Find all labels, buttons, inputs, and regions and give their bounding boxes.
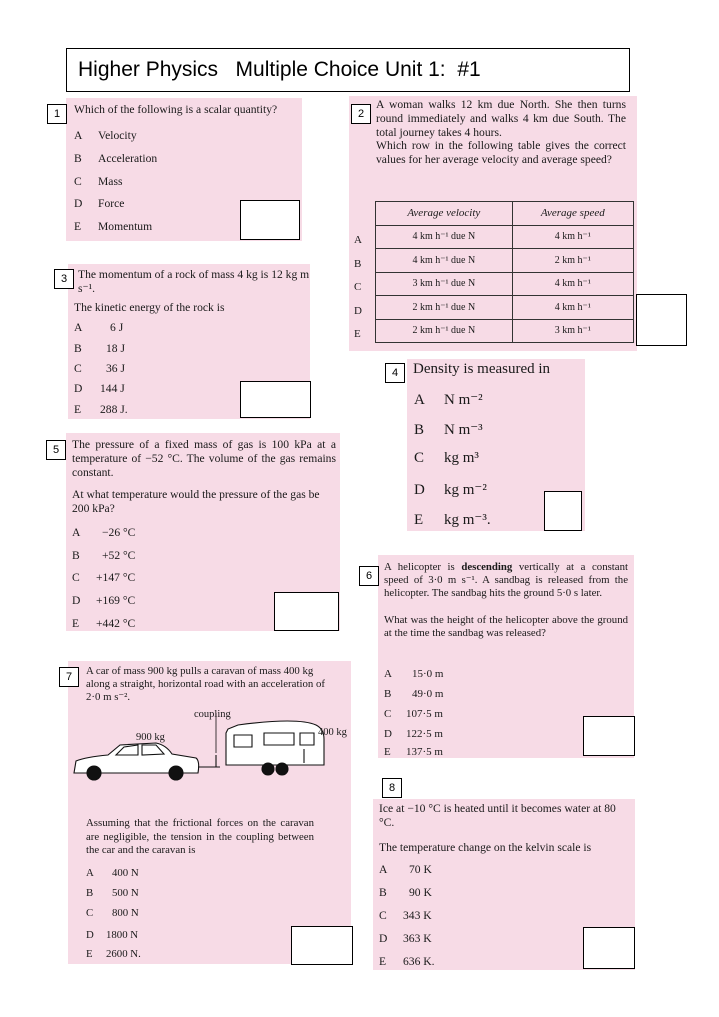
table-header-velocity: Average velocity [376,202,513,226]
question-7-option-a: A 400 N [86,867,139,879]
question-6-option-d: D 122·5 m [384,728,443,740]
question-8-text-1: Ice at −10 °C is heated until it becomes water at 80 °C. [379,802,616,829]
question-6-text-2: What was the height of the helicopter above the ground at the time the sandbag was released? [384,614,628,639]
question-3-text-2: The kinetic energy of the rock is [74,301,225,314]
question-6-option-c: C 107·5 m [384,708,443,720]
worksheet-title: Higher Physics Multiple Choice Unit 1: #1 [78,58,481,81]
question-8-option-e: E 636 K. [379,955,435,968]
question-7-text-2: Assuming that the frictional forces on the caravan are negligible, the tension in the coupling between the car and the caravan is [86,817,314,856]
question-5-text-1: The pressure of a fixed mass of gas is 100 kPa at a temperature of −52 °C. The volume of the gas remains constant. [72,438,336,479]
question-8-option-a: A 70 K [379,863,432,876]
question-2-number: 2 [351,104,371,124]
question-2-answer-box[interactable] [636,294,687,346]
question-4-answer-box[interactable] [544,491,582,531]
car-illustration [74,743,220,780]
question-4-number: 4 [385,363,405,383]
question-4-option-d: D kg m⁻² [414,482,487,498]
question-1-option-d: D Force [74,197,125,210]
question-2-text-1: A woman walks 12 km due North. She then turns round immediately and walks 4 km due South. The total journey takes 4 hours. [376,98,626,139]
question-1-option-b: B Acceleration [74,152,158,165]
question-2-table [375,201,634,343]
question-1-text: Which of the following is a scalar quantity? [74,103,278,116]
question-2-row-letter-b: B [354,258,362,270]
question-4-option-b: B N m⁻³ [414,422,483,438]
question-3-option-b: B 18 J [74,342,126,355]
question-8-option-c: C 343 K [379,909,432,922]
question-7-text-1: A car of mass 900 kg pulls a caravan of mass 400 kg along a straight, horizontal road with an acceleration of 2·0 m s⁻². [86,665,325,703]
question-4-option-e: E kg m⁻³. [414,512,491,528]
question-4-text: Density is measured in [413,361,551,377]
table-row: 4 km h⁻¹ due N 2 km h⁻¹ [376,249,634,273]
question-5-option-b: B +52 °C [72,549,136,562]
question-5-option-c: C +147 °C [72,571,136,584]
question-3-text-1: The momentum of a rock of mass 4 kg is 12 kg m s⁻¹. [78,268,310,295]
question-2-row-letter-c: C [354,281,362,293]
question-1-number: 1 [47,104,67,124]
coupling-label: coupling [194,709,231,720]
question-2-row-letter-e: E [354,328,361,340]
question-3-answer-box[interactable] [240,381,311,418]
question-3-option-c: C 36 J [74,362,126,375]
question-8-option-b: B 90 K [379,886,432,899]
question-1-answer-box[interactable] [240,200,300,240]
question-7-number: 7 [59,667,79,687]
question-4-option-a: A N m⁻² [414,392,483,408]
question-8-text-2: The temperature change on the kelvin scale is [379,841,592,854]
car-mass-label: 900 kg [136,732,165,743]
question-7-option-d: D 1800 N [86,929,139,941]
question-3-option-a: A 6 J [74,321,124,334]
question-5-text-2: At what temperature would the pressure of the gas be 200 kPa? [72,488,320,515]
table-row: 4 km h⁻¹ due N 4 km h⁻¹ [376,225,634,249]
table-row: 2 km h⁻¹ due N 4 km h⁻¹ [376,296,634,320]
question-7-answer-box[interactable] [291,926,353,965]
question-5-answer-box[interactable] [274,592,339,631]
question-8-option-d: D 363 K [379,932,432,945]
question-6-answer-box[interactable] [583,716,635,756]
question-6-option-e: E 137·5 m [384,746,443,758]
question-3-number: 3 [54,269,74,289]
table-row: 3 km h⁻¹ due N 4 km h⁻¹ [376,272,634,296]
question-5-number: 5 [46,440,66,460]
question-5-option-d: D +169 °C [72,594,136,607]
question-6-number: 6 [359,566,379,586]
question-3-option-e: E 288 J. [74,403,128,416]
question-1-option-e: E Momentum [74,220,153,233]
question-1-option-c: C Mass [74,175,123,188]
table-header-speed: Average speed [512,202,633,226]
question-2-row-letter-d: D [354,305,362,317]
table-row: 2 km h⁻¹ due N 3 km h⁻¹ [376,319,634,343]
question-4-option-c: C kg m³ [414,450,479,466]
worksheet-title-box [66,48,630,92]
question-7-option-b: B 500 N [86,887,139,899]
question-6-option-a: A 15·0 m [384,668,444,680]
question-2-row-letter-a: A [354,234,362,246]
caravan-illustration [216,713,324,775]
question-7-option-c: C 800 N [86,907,139,919]
question-6-text-1: A helicopter is descending vertically at a constant speed of 3·0 m s⁻¹. A sandbag is released from the helicopter. The sandbag hits the ground 5·0 s later. [384,561,628,599]
question-8-number: 8 [382,778,402,798]
question-5-option-e: E +442 °C [72,617,136,630]
question-8-answer-box[interactable] [583,927,635,969]
question-5-option-a: A −26 °C [72,526,136,539]
question-1-option-a: A Velocity [74,129,137,142]
question-3-option-d: D 144 J [74,382,125,395]
question-6-option-b: B 49·0 m [384,688,444,700]
question-7-option-e: E 2600 N. [86,948,141,960]
caravan-mass-label: 400 kg [318,727,347,738]
question-2-text-2: Which row in the following table gives the correct values for her average velocity and average speed? [376,139,626,166]
